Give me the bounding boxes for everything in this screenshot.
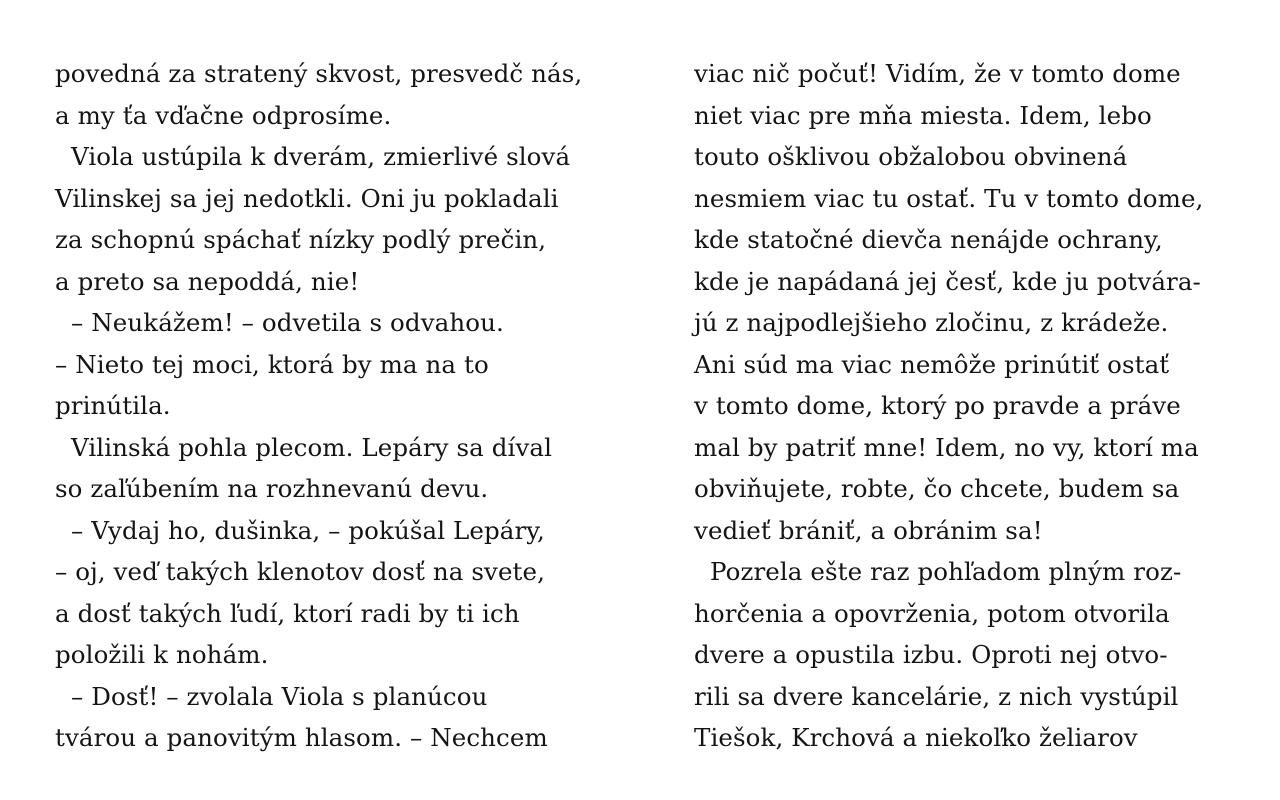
text-line: kde statočné dievča nenájde ochrany,	[694, 225, 1163, 254]
text-line: a preto sa nepoddá, nie!	[55, 266, 360, 296]
text-line: kde je napádaná jej česť, kde ju potvára-	[694, 266, 1201, 296]
text-line: Viola ustúpila k dverám, zmierlivé slová	[71, 142, 571, 171]
text-line: viac nič počuť! Vidím, že v tomto dome	[694, 59, 1181, 88]
text-line: a my ťa vďačne odprosíme.	[55, 100, 392, 130]
text-line: niet viac pre mňa miesta. Idem, lebo	[694, 100, 1152, 130]
text-line: vedieť brániť, a obránim sa!	[694, 515, 1043, 545]
text-line: tvárou a panovitým hlasom. – Nechcem	[55, 723, 548, 752]
text-line: Vilinská pohla plecom. Lepáry sa díval	[71, 432, 553, 462]
text-line: mal by patriť mne! Idem, no vy, ktorí ma	[694, 432, 1199, 462]
text-line: za schopnú spáchať nízky podlý prečin,	[55, 225, 547, 254]
text-line: dvere a opustila izbu. Oproti nej otvo-	[694, 640, 1168, 669]
text-line: v tomto dome, ktorý po pravde a práve	[694, 391, 1181, 420]
left-page	[55, 53, 615, 759]
right-page	[694, 53, 1254, 759]
text-line: a dosť takých ľudí, ktorí radi by ti ich	[55, 598, 520, 628]
text-line: – oj, veď takých klenotov dosť na svete,	[55, 557, 545, 586]
text-line: – Dosť! – zvolala Viola s planúcou	[71, 681, 488, 711]
text-line: rili sa dvere kancelárie, z nich vystúpil	[694, 681, 1179, 711]
text-line: – Neukážem! – odvetila s odvahou.	[71, 308, 504, 337]
text-line: horčenia a opovrženia, potom otvorila	[694, 598, 1170, 628]
text-line: touto ošklivou obžalobou obvinená	[694, 142, 1128, 171]
text-line: Vilinskej sa jej nedotkli. Oni ju pokladali	[55, 183, 559, 213]
text-line: jú z najpodlejšieho zločinu, z krádeže.	[694, 308, 1169, 337]
text-line: obviňujete, robte, čo chcete, budem sa	[694, 474, 1180, 503]
text-line: – Nieto tej moci, ktorá by ma na to	[55, 349, 489, 379]
text-line: Ani súd ma viac nemôže prinútiť ostať	[694, 349, 1170, 379]
text-line: nesmiem viac tu ostať. Tu v tomto dome,	[694, 183, 1204, 213]
text-line: Tiešok, Krchová a niekoľko želiarov	[694, 723, 1138, 752]
text-line: povedná za stratený skvost, presvedč nás,	[55, 59, 583, 88]
text-line: – Vydaj ho, dušinka, – pokúšal Lepáry,	[71, 515, 545, 545]
text-line: prinútila.	[55, 391, 171, 420]
text-line: položili k nohám.	[55, 640, 269, 669]
text-line: Pozrela ešte raz pohľadom plným roz-	[710, 557, 1182, 586]
text-line: so zaľúbením na rozhnevanú devu.	[55, 474, 489, 503]
